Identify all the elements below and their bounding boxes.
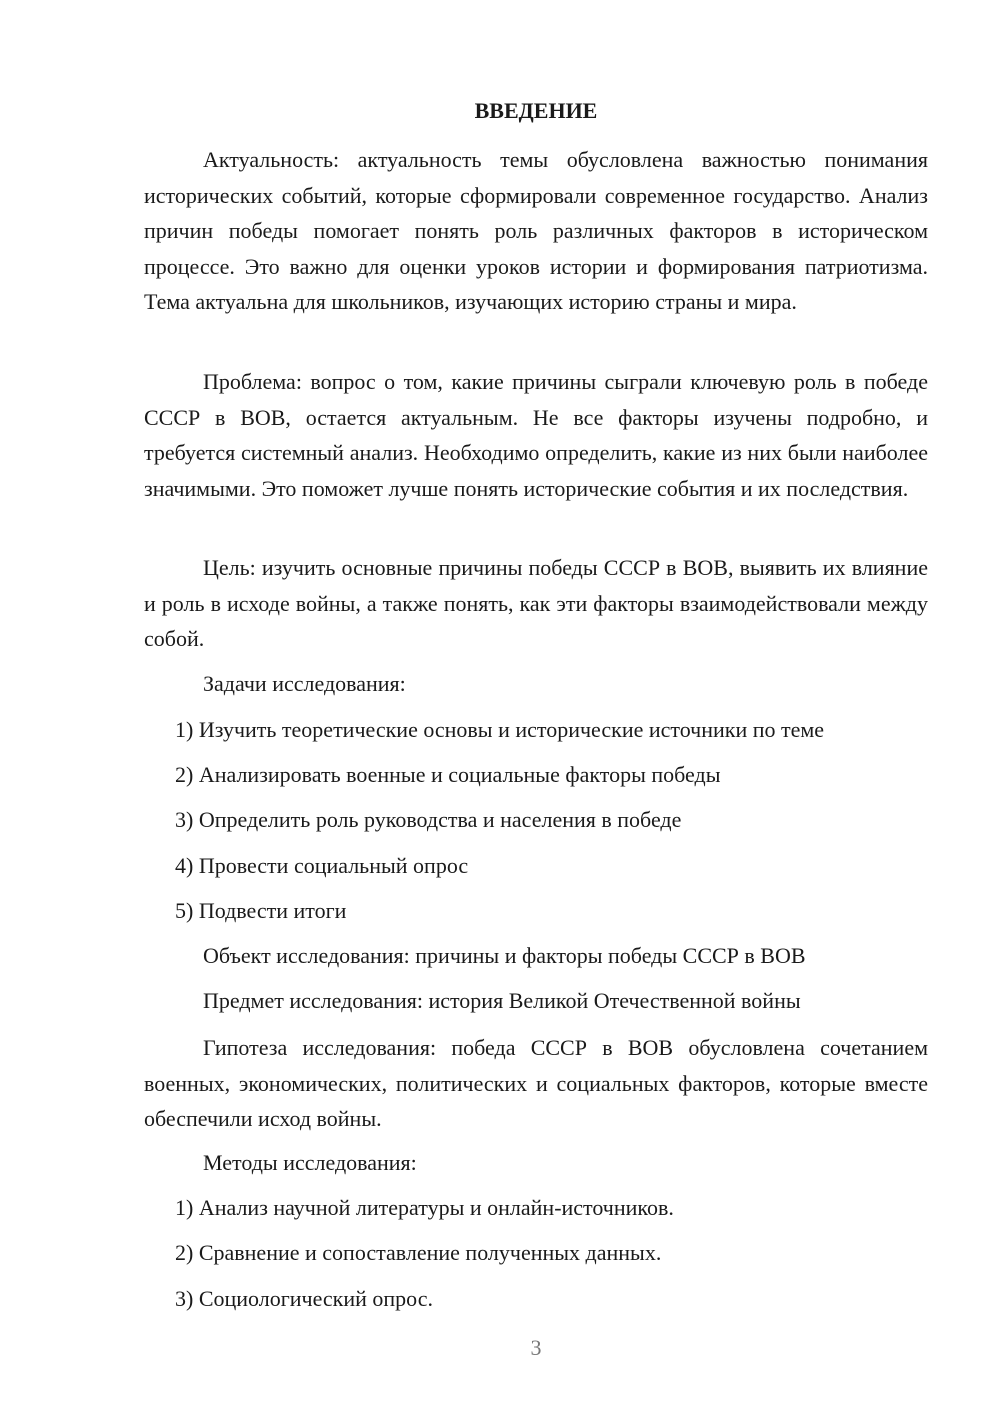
method-item: 1) Анализ научной литературы и онлайн-источников.: [175, 1195, 674, 1220]
research-object: Объект исследования: причины и факторы победы СССР в ВОВ: [203, 943, 806, 968]
methods-heading: Методы исследования:: [203, 1150, 417, 1175]
hypothesis-paragraph: Гипотеза исследования: победа СССР в ВОВ обусловлена сочетанием военных, экономических, политических и социальных факторов, которые вместе обеспечили исход войны.: [144, 1035, 928, 1131]
relevance-paragraph: Актуальность: актуальность темы обусловлена важностью понимания исторических событий, которые сформировали современное государство. Анализ причин победы помогает понять роль различных факторов в историческом процессе. Это важно для оценки уроков истории и формирования патриотизма. Тема актуальна для школьников, изучающих историю страны и мира.: [144, 147, 928, 314]
tasks-heading: Задачи исследования:: [203, 671, 406, 696]
task-item: 5) Подвести итоги: [175, 898, 347, 923]
task-item: 2) Анализировать военные и социальные факторы победы: [175, 762, 721, 787]
task-item: 1) Изучить теоретические основы и исторические источники по теме: [175, 717, 825, 742]
goal-paragraph: Цель: изучить основные причины победы СССР в ВОВ, выявить их влияние и роль в исходе войны, а также понять, как эти факторы взаимодействовали между собой.: [144, 555, 928, 651]
task-item: 3) Определить роль руководства и населения в победе: [175, 807, 682, 832]
problem-paragraph: Проблема: вопрос о том, какие причины сыграли ключевую роль в победе СССР в ВОВ, остается актуальным. Не все факторы изучены подробно, и требуется системный анализ. Необходимо определить, какие из них были наиболее значимыми. Это поможет лучше понять исторические события и их последствия.: [144, 369, 928, 501]
task-item: 4) Провести социальный опрос: [175, 853, 469, 878]
method-item: 2) Сравнение и сопоставление полученных данных.: [175, 1240, 662, 1265]
page-number: 3: [530, 1335, 542, 1360]
section-title: ВВЕДЕНИЕ: [474, 98, 598, 123]
research-subject: Предмет исследования: история Великой Отечественной войны: [203, 988, 801, 1013]
method-item: 3) Социологический опрос.: [175, 1286, 433, 1311]
